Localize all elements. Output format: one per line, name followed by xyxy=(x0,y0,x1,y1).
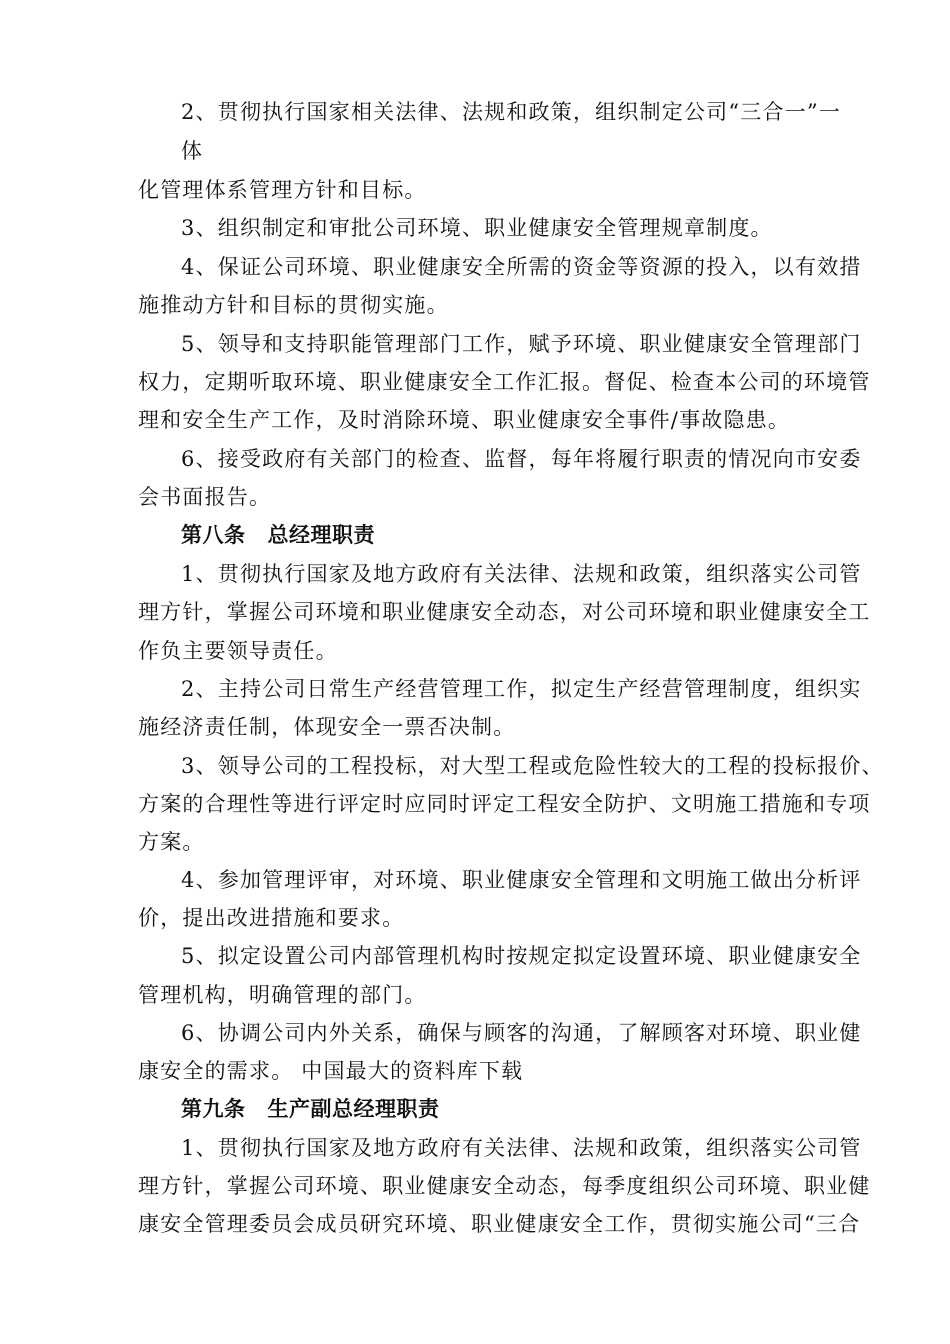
paragraph-line: 4、参加管理评审，对环境、职业健康安全管理和文明施工做出分析评 xyxy=(181,868,862,892)
paragraph-line: 体 xyxy=(181,139,204,163)
paragraph-line: 管理机构，明确管理的部门。 xyxy=(138,983,427,1007)
paragraph-line: 理方针，掌握公司环境、职业健康安全动态，每季度组织公司环境、职业健 xyxy=(138,1174,871,1198)
paragraph-line: 会书面报告。 xyxy=(138,485,272,509)
article-number: 第八条 xyxy=(181,523,246,547)
paragraph-line: 5、领导和支持职能管理部门工作，赋予环境、职业健康安全管理部门 xyxy=(181,332,862,356)
paragraph-line: 6、协调公司内外关系，确保与顾客的沟通，了解顾客对环境、职业健 xyxy=(181,1021,862,1045)
article-title: 总经理职责 xyxy=(267,523,375,547)
paragraph-line: 作负主要领导责任。 xyxy=(138,639,338,663)
paragraph-line: 4、保证公司环境、职业健康安全所需的资金等资源的投入，以有效措 xyxy=(181,255,862,279)
paragraph-line: 理方针，掌握公司环境和职业健康安全动态，对公司环境和职业健康安全工 xyxy=(138,600,871,624)
paragraph-line: 2、主持公司日常生产经营管理工作，拟定生产经营管理制度，组织实 xyxy=(181,677,862,701)
article-number: 第九条 xyxy=(181,1097,246,1121)
paragraph-line: 2、贯彻执行国家相关法律、法规和政策，组织制定公司“三合一”一 xyxy=(181,100,842,124)
paragraph-line: 3、领导公司的工程投标，对大型工程或危险性较大的工程的投标报价、 xyxy=(181,754,884,778)
paragraph-line: 5、拟定设置公司内部管理机构时按规定拟定设置环境、职业健康安全 xyxy=(181,944,862,968)
paragraph-line: 理和安全生产工作，及时消除环境、职业健康安全事件/事故隐患。 xyxy=(138,408,791,432)
paragraph-line: 1、贯彻执行国家及地方政府有关法律、法规和政策，组织落实公司管 xyxy=(181,1136,862,1160)
paragraph-line: 方案。 xyxy=(138,830,205,854)
paragraph-line: 康安全的需求。 中国最大的资料库下载 xyxy=(138,1059,524,1083)
paragraph-line: 1、贯彻执行国家及地方政府有关法律、法规和政策，组织落实公司管 xyxy=(181,562,862,586)
paragraph-line: 权力，定期听取环境、职业健康安全工作汇报。督促、检查本公司的环境管 xyxy=(138,370,871,394)
article-title: 生产副总经理职责 xyxy=(267,1097,440,1121)
paragraph-line: 施经济责任制，体现安全一票否决制。 xyxy=(138,715,516,739)
paragraph-line: 6、接受政府有关部门的检查、监督，每年将履行职责的情况向市安委 xyxy=(181,447,862,471)
paragraph-line: 3、组织制定和审批公司环境、职业健康安全管理规章制度。 xyxy=(181,216,773,240)
article-9-heading xyxy=(181,1097,440,1121)
paragraph-line: 方案的合理性等进行评定时应同时评定工程安全防护、文明施工措施和专项 xyxy=(138,792,871,816)
paragraph-line: 价，提出改进措施和要求。 xyxy=(138,906,405,930)
article-8-heading xyxy=(181,523,375,547)
paragraph-line: 化管理体系管理方针和目标。 xyxy=(138,178,427,202)
paragraph-line: 康安全管理委员会成员研究环境、职业健康安全工作，贯彻实施公司“三合 xyxy=(138,1212,861,1236)
paragraph-line: 施推动方针和目标的贯彻实施。 xyxy=(138,293,449,317)
